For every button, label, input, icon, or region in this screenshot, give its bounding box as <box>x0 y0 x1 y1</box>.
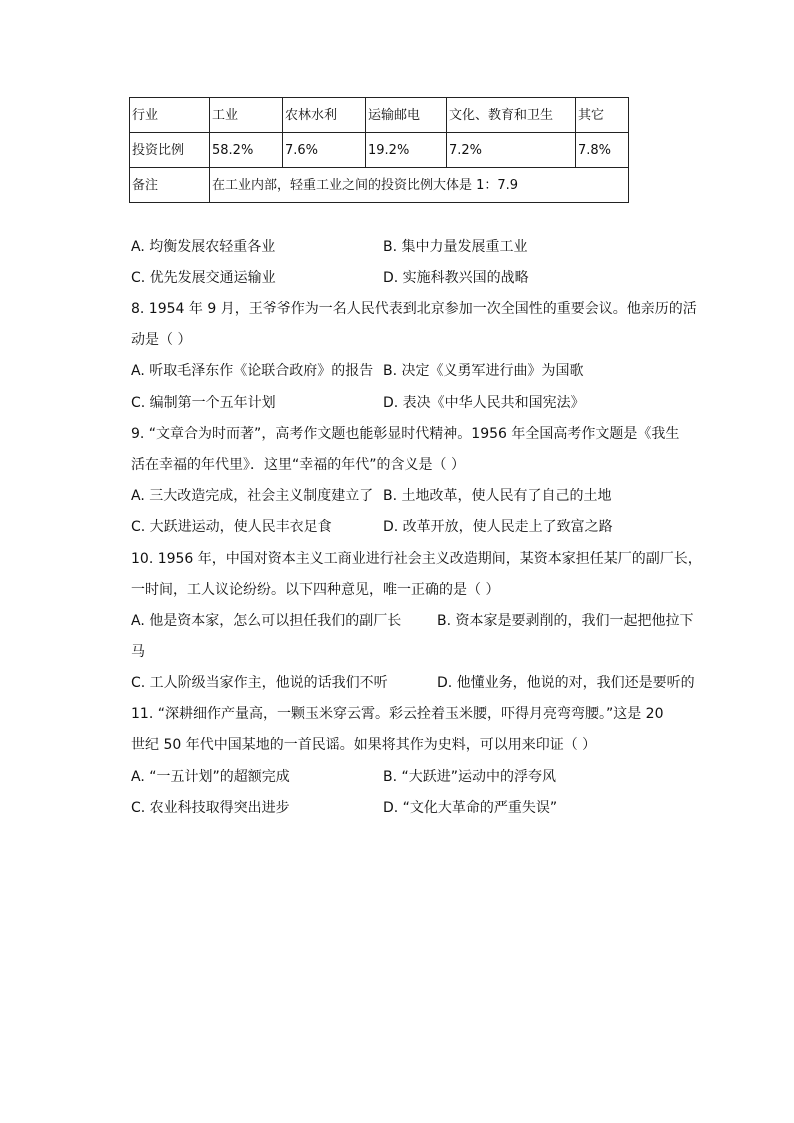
table-cell: 19.2% <box>366 133 447 168</box>
q8-option-b: B. 决定《义勇军进行曲》为国歌 <box>383 363 584 379</box>
q9-stem-cont: 活在幸福的年代里》．这里“幸福的年代”的含义是（ ） <box>131 457 465 473</box>
q11-option-a: A. “一五计划”的超额完成 <box>131 769 290 785</box>
table-cell: 文化、教育和卫生 <box>447 98 576 133</box>
q9-option-d: D. 改革开放，使人民走上了致富之路 <box>383 519 613 535</box>
table-cell: 备注 <box>130 168 210 203</box>
q9-option-b: B. 土地改革，使人民有了自己的土地 <box>383 488 612 504</box>
q9-stem: 9. “文章合为时而著”，高考作文题也能彰显时代精神。1956 年全国高考作文题是《我生 <box>131 426 680 442</box>
table-cell: 行业 <box>130 98 210 133</box>
q11-option-d: D. “文化大革命的严重失误” <box>383 800 558 816</box>
q7-option-c: C. 优先发展交通运输业 <box>131 270 276 286</box>
q10-option-b: B. 资本家是要剥削的，我们一起把他拉下 <box>437 613 694 629</box>
q10-option-a: A. 他是资本家，怎么可以担任我们的副厂长 <box>131 613 402 629</box>
table-note-cell: 在工业内部，轻重工业之间的投资比例大体是 1：7.9 <box>210 168 629 203</box>
q10-option-b-cont: 马 <box>131 644 145 660</box>
q8-option-c: C. 编制第一个五年计划 <box>131 395 276 411</box>
q8-option-a: A. 听取毛泽东作《论联合政府》的报告 <box>131 363 374 379</box>
table-cell: 58.2% <box>210 133 283 168</box>
q7-option-a: A. 均衡发展农轻重各业 <box>131 239 276 255</box>
table-cell: 运输邮电 <box>366 98 447 133</box>
table-note-row <box>130 168 629 203</box>
q11-stem: 11. “深耕细作产量高，一颗玉米穿云霄。彩云拴着玉米腰，吓得月亮弯弯腰。”这是 20 <box>131 706 664 722</box>
q10-option-d: D. 他懂业务，他说的对，我们还是要听的 <box>437 675 695 691</box>
q8-stem-cont: 动是（ ） <box>131 332 192 348</box>
table-cell: 其它 <box>576 98 629 133</box>
table-cell: 农林水利 <box>283 98 366 133</box>
q7-option-b: B. 集中力量发展重工业 <box>383 239 528 255</box>
table-cell: 7.2% <box>447 133 576 168</box>
q11-option-b: B. “大跃进”运动中的浮夸风 <box>383 769 557 785</box>
q11-stem-cont: 世纪 50 年代中国某地的一首民谣。如果将其作为史料，可以用来印证（ ） <box>131 737 597 753</box>
q7-option-d: D. 实施科教兴国的战略 <box>383 270 529 286</box>
q8-stem: 8. 1954 年 9 月，王爷爷作为一名人民代表到北京参加一次全国性的重要会议。他亲历的活 <box>131 301 697 317</box>
table-cell: 投资比例 <box>130 133 210 168</box>
q9-option-a: A. 三大改造完成，社会主义制度建立了 <box>131 488 374 504</box>
q8-option-d: D. 表决《中华人民共和国宪法》 <box>383 395 585 411</box>
table-header-row <box>130 98 629 133</box>
table-row <box>130 133 629 168</box>
table-cell: 工业 <box>210 98 283 133</box>
q9-option-c: C. 大跃进运动，使人民丰衣足食 <box>131 519 332 535</box>
q11-option-c: C. 农业科技取得突出进步 <box>131 800 290 816</box>
q10-option-c: C. 工人阶级当家作主，他说的话我们不听 <box>131 675 388 691</box>
q10-stem-cont: 一时间，工人议论纷纷。以下四种意见，唯一正确的是（ ） <box>131 582 500 598</box>
investment-table <box>129 97 629 203</box>
table-cell: 7.8% <box>576 133 629 168</box>
table-cell: 7.6% <box>283 133 366 168</box>
q10-stem: 10. 1956 年，中国对资本主义工商业进行社会主义改造期间，某资本家担任某厂的副厂长， <box>131 551 702 567</box>
